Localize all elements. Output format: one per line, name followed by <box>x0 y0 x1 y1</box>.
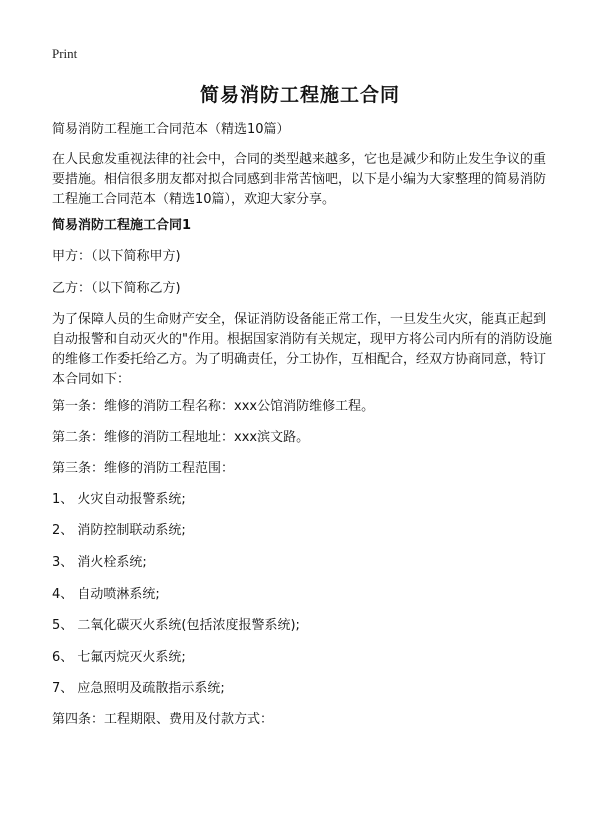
scope-item: 5、 二氧化碳灭火系统(包括浓度报警系统); <box>52 618 300 633</box>
article-4: 第四条：工程期限、费用及付款方式： <box>52 712 274 727</box>
print-link[interactable]: Print <box>52 46 78 61</box>
scope-item: 1、 火灾自动报警系统; <box>52 492 186 507</box>
purpose-paragraph: 为了保障人员的生命财产安全，保证消防设备能正常工作，一旦发生火灾，能真正起到自动报警和自动灭火的"作用。根据国家消防有关规定，现甲方将公司内所有的消防设施的维修工作委托给乙方。为了明确责任，分工协作，互相配合，经双方协商同意，特订本合同如下： <box>52 312 552 387</box>
document-summary: 简易消防工程施工合同范本（精选10篇） <box>52 122 290 137</box>
scope-item: 4、 自动喷淋系统; <box>52 587 160 602</box>
scope-item: 3、 消火栓系统; <box>52 555 147 570</box>
section-heading: 简易消防工程施工合同1 <box>52 218 192 233</box>
party-b-line: 乙方：（以下简称乙方) <box>52 281 181 296</box>
document-title: 简易消防工程施工合同 <box>199 84 400 106</box>
article-1: 第一条：维修的消防工程名称：xxx公馆消防维修工程。 <box>52 399 375 414</box>
scope-item: 2、 消防控制联动系统; <box>52 523 186 538</box>
party-a-line: 甲方：（以下简称甲方) <box>52 249 181 264</box>
intro-paragraph: 在人民愈发重视法律的社会中，合同的类型越来越多，它也是减少和防止发生争议的重要措施。相信很多朋友都对拟合同感到非常苦恼吧，以下是小编为大家整理的简易消防工程施工合同范本（精选10篇），欢迎大家分享。 <box>52 152 547 207</box>
scope-item: 6、 七氟丙烷灭火系统; <box>52 650 186 665</box>
article-3: 第三条：维修的消防工程范围： <box>52 461 235 476</box>
scope-item: 7、 应急照明及疏散指示系统; <box>52 681 225 696</box>
article-2: 第二条：维修的消防工程地址：xxx滨文路。 <box>52 430 310 445</box>
